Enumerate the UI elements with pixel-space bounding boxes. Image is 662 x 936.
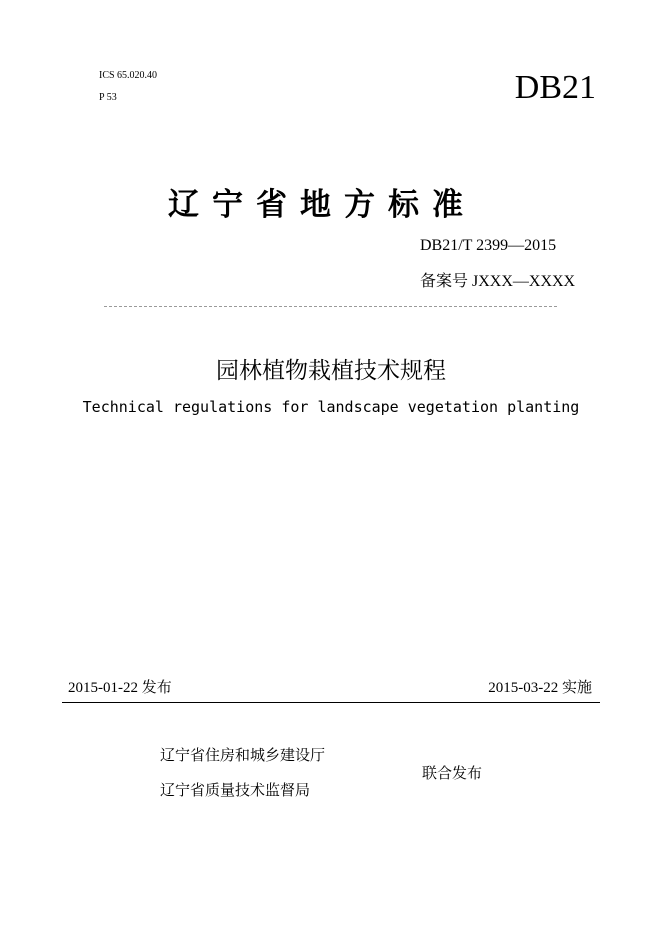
standard-title: 辽宁省地方标准 (168, 187, 476, 223)
solid-divider (62, 702, 600, 703)
issuer-housing-department: 辽宁省住房和城乡建设厅 (160, 748, 326, 764)
filing-number: 备案号 JXXX—XXXX (420, 273, 576, 290)
document-title-chinese: 园林植物栽植技术规程 (216, 358, 446, 384)
issuer-quality-bureau: 辽宁省质量技术监督局 (160, 783, 311, 799)
ics-code: ICS 65.020.40 (99, 70, 158, 81)
document-title-english: Technical regulations for landscape vegetation planting (82, 398, 580, 416)
standard-number: DB21/T 2399—2015 (420, 237, 557, 254)
joint-issue-label: 联合发布 (422, 766, 483, 782)
implementation-date: 2015-03-22 实施 (488, 680, 592, 696)
issue-date: 2015-01-22 发布 (68, 680, 172, 696)
ccs-code: P 53 (99, 92, 117, 103)
standard-code: DB21 (514, 69, 596, 106)
dashed-divider (104, 306, 557, 307)
